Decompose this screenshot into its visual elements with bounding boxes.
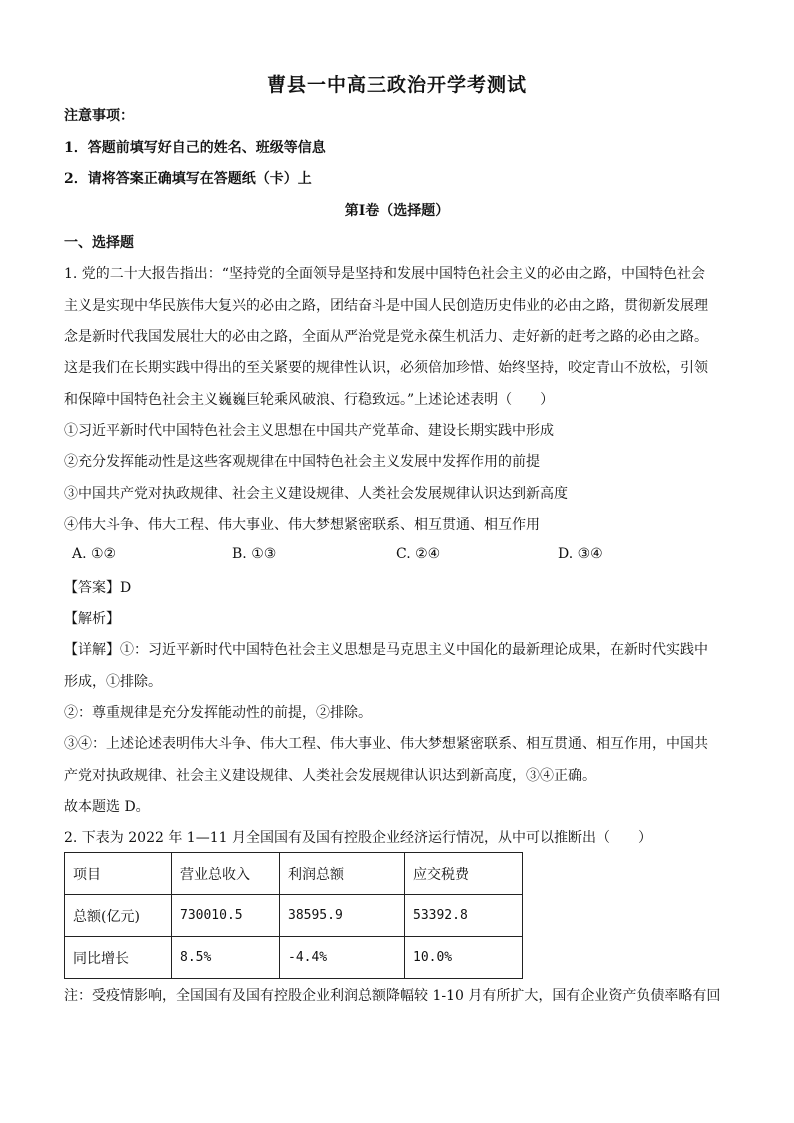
table-header-cell: 项目: [65, 853, 172, 895]
explanation-line: ②：尊重规律是充分发挥能动性的前提，②排除。: [64, 705, 372, 721]
answer-line: 【答案】D: [64, 580, 132, 596]
question-stem-line: 和保障中国特色社会主义巍巍巨轮乘风破浪、行稳致远。”上述论述表明（ ）: [64, 392, 555, 408]
section-title: 一、选择题: [64, 235, 134, 251]
table-header-cell: 营业总收入: [172, 853, 280, 895]
question-stem-line: 这是我们在长期实践中得出的至关紧要的规律性认识，必须倍加珍惜、始终坚持，咬定青山不放松，引领: [64, 360, 708, 376]
table-cell: -4.4%: [280, 937, 405, 979]
table-cell: 同比增长: [65, 937, 172, 979]
table-row: [65, 937, 523, 979]
page-title: 曹县一中高三政治开学考测试: [266, 74, 527, 96]
notice-item: 1．答题前填写好自己的姓名、班级等信息: [64, 140, 326, 156]
question-2-stem: 2. 下表为 2022 年 1—11 月全国国有及国有控股企业经济运行情况，从中可以推断出（ ）: [64, 830, 652, 846]
explanation-line: 故本题选 D。: [64, 799, 150, 815]
table-header-cell: 利润总额: [280, 853, 405, 895]
table-cell: 53392.8: [405, 895, 523, 937]
explanation-line: 产党对执政规律、社会主义建设规律、人类社会发展规律认识达到新高度，③④正确。: [64, 768, 596, 784]
statement-item: ④伟大斗争、伟大工程、伟大事业、伟大梦想紧密联系、相互贯通、相互作用: [64, 517, 540, 533]
explanation-line: 【详解】①：习近平新时代中国特色社会主义思想是马克思主义中国化的最新理论成果，在新时代实践中: [64, 642, 708, 658]
data-table: [64, 852, 523, 979]
option-a: A. ①②: [72, 546, 117, 562]
table-note: 注：受疫情影响，全国国有及国有控股企业利润总额降幅较 1-10 月有所扩大，国有企业资产负债率略有回: [64, 988, 721, 1004]
table-cell: 总额(亿元): [65, 895, 172, 937]
table-cell: 38595.9: [280, 895, 405, 937]
explanation-line: ③④：上述论述表明伟大斗争、伟大工程、伟大事业、伟大梦想紧密联系、相互贯通、相互作用，中国共: [64, 736, 708, 752]
notice-heading: 注意事项：: [64, 108, 134, 124]
statement-item: ③中国共产党对执政规律、社会主义建设规律、人类社会发展规律认识达到新高度: [64, 486, 568, 502]
table-row: [65, 895, 523, 937]
notice-item: 2．请将答案正确填写在答题纸（卡）上: [64, 171, 312, 187]
option-c: C. ②④: [396, 546, 441, 562]
option-d: D. ③④: [558, 546, 603, 562]
table-cell: 730010.5: [172, 895, 280, 937]
statement-item: ①习近平新时代中国特色社会主义思想在中国共产党革命、建设长期实践中形成: [64, 423, 554, 439]
table-header-cell: 应交税费: [405, 853, 523, 895]
analysis-heading: 【解析】: [64, 611, 120, 627]
option-b: B. ①③: [232, 546, 277, 562]
question-stem-line: 1. 党的二十大报告指出：“坚持党的全面领导是坚持和发展中国特色社会主义的必由之路，中国特色社会: [64, 266, 705, 282]
question-stem-line: 主义是实现中华民族伟大复兴的必由之路，团结奋斗是中国人民创造历史伟业的必由之路，贯彻新发展理: [64, 298, 708, 314]
explanation-line: 形成，①排除。: [64, 674, 162, 690]
question-stem-line: 念是新时代我国发展壮大的必由之路，全面从严治党是党永葆生机活力、走好新的赶考之路的必由之路。: [64, 329, 708, 345]
table-cell: 10.0%: [405, 937, 523, 979]
table-cell: 8.5%: [172, 937, 280, 979]
part-title: 第Ⅰ卷（选择题）: [344, 203, 450, 219]
table-header-row: [65, 853, 523, 895]
statement-item: ②充分发挥能动性是这些客观规律在中国特色社会主义发展中发挥作用的前提: [64, 454, 540, 470]
